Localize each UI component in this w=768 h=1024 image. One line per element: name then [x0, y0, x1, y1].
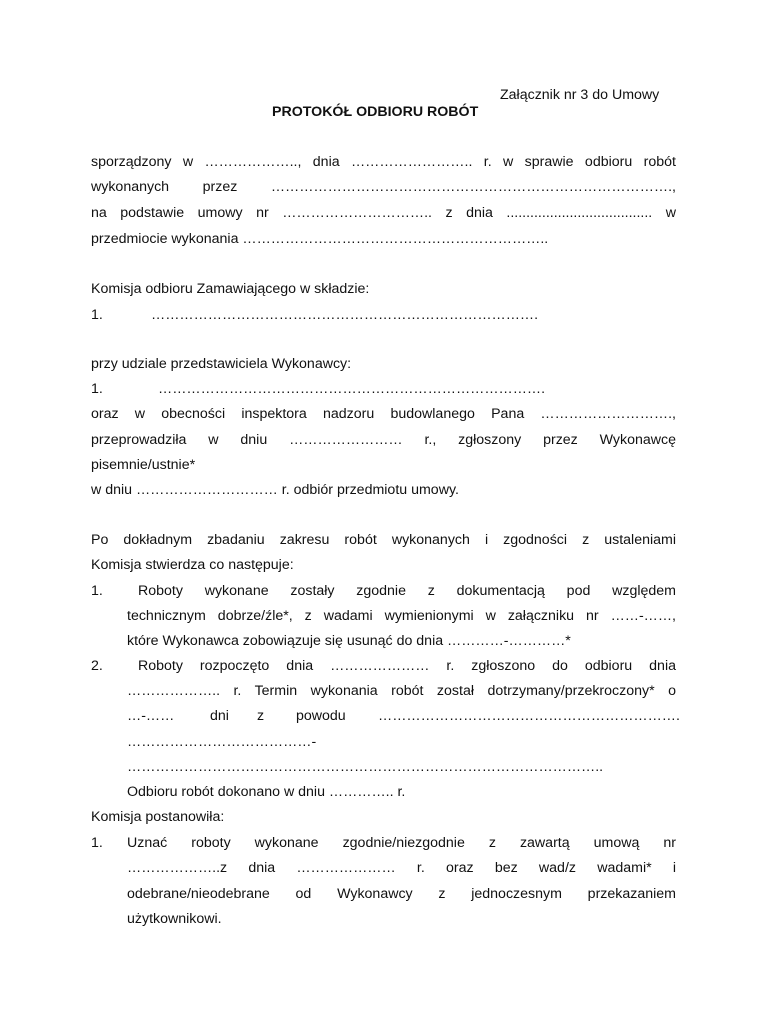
finding-2-line-2: ……………….. r. Termin wykonania robót został dotrzymany/przekroczony* o	[127, 683, 676, 699]
finding-2-line-3a: …-……	[127, 708, 175, 724]
finding-2-line-3e: ……………………………………………………….	[378, 708, 680, 724]
finding-1-line-3: które Wykonawca zobowiązuje się usunąć do dnia …………-…………*	[127, 633, 571, 649]
conducted-line: przeprowadziła w dniu …………………… r., zgłoszony przez Wykonawcę	[91, 432, 676, 448]
finding-2-line-3d: powodu	[296, 708, 346, 724]
intro-line-1: sporządzony w ……………….., dnia …………………….. r. w sprawie odbioru robót	[91, 154, 676, 170]
decision-1-line-1: Uznać roboty wykonane zgodnie/niezgodnie z zawartą umową nr	[127, 835, 676, 851]
finding-2-line-5: ………………………………………………………………………………………..	[127, 759, 604, 775]
contractor-item-dots: ……………………………………………………………………….	[158, 381, 546, 397]
intro-line-2: wykonanych przez ………………………………………………………………………….,	[91, 179, 676, 195]
decision-heading: Komisja postanowiła:	[91, 809, 225, 825]
acceptance-date-line: w dniu ………………………… r. odbiór przedmiotu umowy.	[91, 482, 459, 498]
contractor-item-number: 1.	[91, 381, 103, 397]
annex-label: Załącznik nr 3 do Umowy	[500, 87, 660, 103]
inspector-line: oraz w obecności inspektora nadzoru budowlanego Pana ……………………….,	[91, 406, 676, 422]
document-title: PROTOKÓŁ ODBIORU ROBÓT	[272, 104, 479, 120]
decision-1-line-4: użytkownikowi.	[127, 911, 222, 927]
findings-line-2: Komisja stwierdza co następuje:	[91, 557, 294, 573]
decision-1-number: 1.	[91, 835, 103, 851]
intro-line-4: przedmiocie wykonania ………………………………………………………..	[91, 231, 549, 247]
finding-1-line-1: Roboty wykonane zostały zgodnie z dokumentacją pod względem	[138, 583, 676, 599]
finding-1-line-2: technicznym dobrze/źle*, z wadami wymienionymi w załączniku nr ……-……,	[127, 608, 676, 624]
finding-2-line-3b: dni	[210, 708, 229, 724]
finding-2-line-6: Odbioru robót dokonano w dniu ………….. r.	[127, 784, 406, 800]
decision-1-line-3: odebrane/nieodebrane od Wykonawcy z jednoczesnym przekazaniem	[127, 886, 676, 902]
committee-item-number: 1.	[91, 307, 103, 323]
decision-1-line-2: ………………..z dnia ………………… r. oraz bez wad/z wadami* i	[127, 860, 676, 876]
contractor-heading: przy udziale przedstawiciela Wykonawcy:	[91, 356, 352, 372]
notification-mode: pisemnie/ustnie*	[91, 457, 196, 473]
committee-item-dots: ……………………………………………………………………….	[151, 307, 539, 323]
findings-line-1: Po dokładnym zbadaniu zakresu robót wykonanych i zgodności z ustaleniami	[91, 532, 676, 548]
finding-2-line-4: …………………………………-	[127, 734, 317, 750]
intro-line-3: na podstawie umowy nr ………………………….. z dnia ..................................... w	[91, 205, 676, 221]
finding-2-number: 2.	[91, 658, 103, 674]
finding-1-number: 1.	[91, 583, 103, 599]
committee-heading: Komisja odbioru Zamawiającego w składzie:	[91, 281, 370, 297]
finding-2-line-1: Roboty rozpoczęto dnia ………………… r. zgłoszono do odbioru dnia	[138, 658, 676, 674]
finding-2-line-3c: z	[257, 708, 265, 724]
